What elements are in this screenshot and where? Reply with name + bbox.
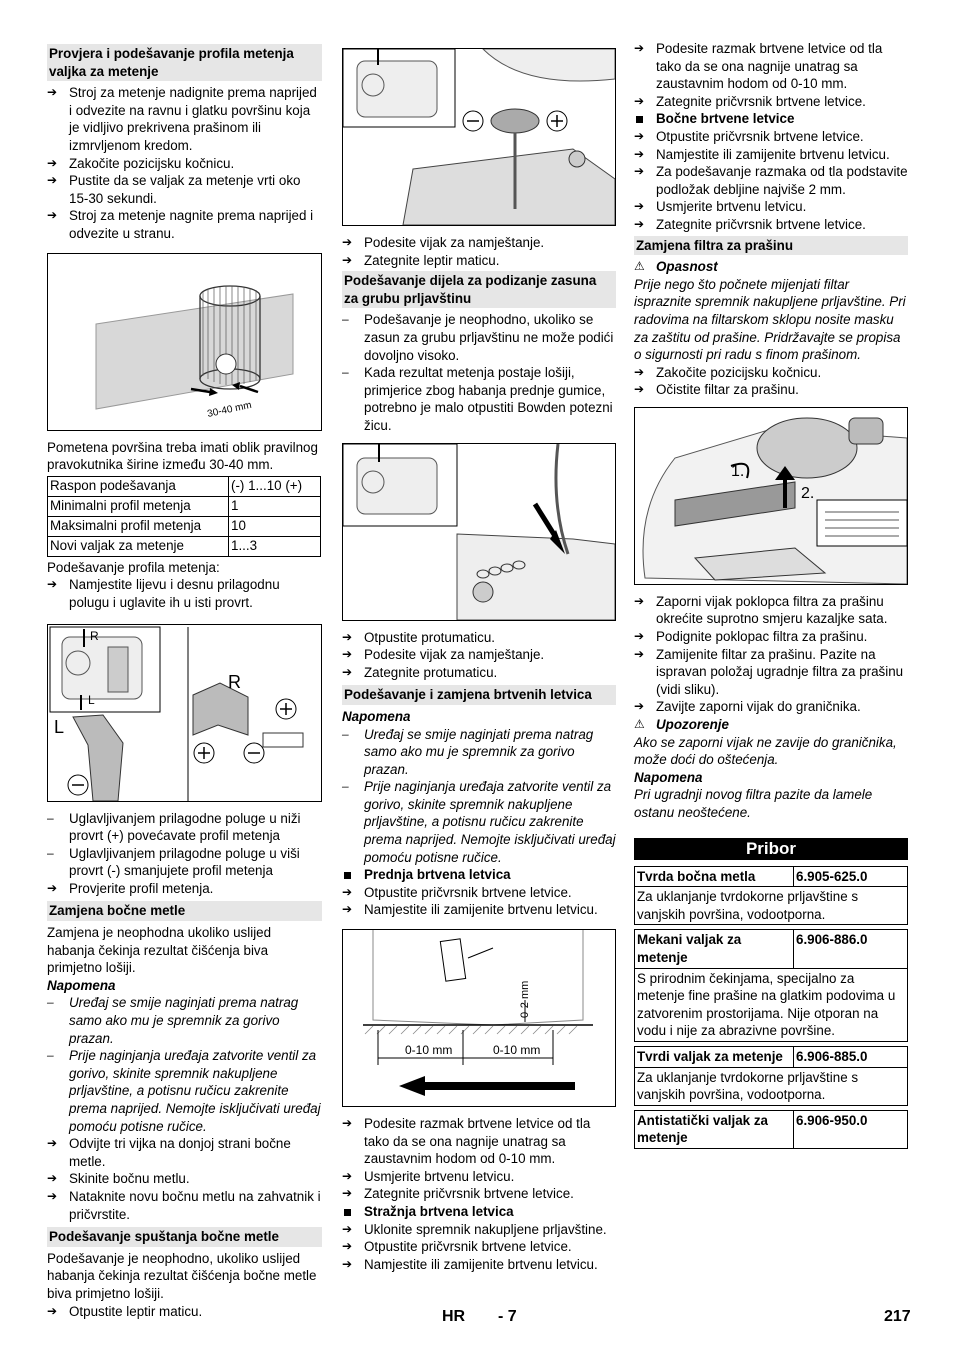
column-1 xyxy=(47,42,322,1320)
arrow-right-icon: ➔ xyxy=(47,1171,58,1186)
step: ➔ Zavijte zaporni vijak do graničnika. xyxy=(634,699,861,715)
warning: ⚠ Opasnost xyxy=(634,259,718,275)
figure-sweep-roller xyxy=(47,253,322,431)
dash-item: – Uređaj se smije naginjati prema natrag samo ako mu je spremnik za gorivo prazan. xyxy=(342,726,594,777)
note-title: Napomena xyxy=(634,769,703,785)
dimension-label: 0-10 mm xyxy=(405,1043,453,1058)
arrow-right-icon: ➔ xyxy=(342,235,353,249)
step: ➔ Zategnite protumaticu. xyxy=(342,664,498,680)
step: ➔ Namjestite ili zamijenite brtvenu letvicu. xyxy=(342,1256,598,1272)
step-2-label: 2. xyxy=(801,484,815,502)
warning-triangle-icon: ⚠ xyxy=(634,259,645,274)
step: ➔ Stroj za metenje nadignite prema naprijed i odvezite na ravnu i glatku površinu koja je vidljivo prekrivena prašinom ili izmrvljenom kredom. xyxy=(47,85,317,153)
square-bullet-icon xyxy=(634,110,656,128)
step: ➔ Očistite filtar za prašinu. xyxy=(634,382,799,398)
step: ➔ Pustite da se valjak za metenje vrti oko 15-30 sekundi. xyxy=(47,173,301,206)
arrow-right-icon: ➔ xyxy=(634,41,645,55)
arrow-right-icon: ➔ xyxy=(634,93,645,108)
label-r: R xyxy=(90,628,99,643)
step: ➔ Zaporni vijak poklopca filtra za prašinu okrećite suprotno smjeru kazaljke sata. xyxy=(634,593,888,627)
arrow-right-icon: ➔ xyxy=(47,155,58,170)
step: ➔ Podesite vijak za namještanje. xyxy=(342,647,545,663)
arrow-right-icon: ➔ xyxy=(342,647,353,662)
footer-page-index: - 7 xyxy=(498,1308,517,1325)
column-3 xyxy=(634,40,908,1153)
arrow-right-icon: ➔ xyxy=(342,1116,353,1131)
square-bullet-icon xyxy=(342,1203,364,1221)
arrow-right-icon: ➔ xyxy=(634,629,645,644)
sweep-roller-illustration xyxy=(48,254,321,430)
arrow-right-icon: ➔ xyxy=(47,1303,58,1318)
step: ➔ Nataknite novu bočnu metlu na zahvatnik i pričvrstite. xyxy=(47,1188,321,1222)
accessory-item: Tvrdi valjak za metenje 6.906-885.0 Za uklanjanje tvrdokorne prljavštine s vanjskih površina, vodootporna. xyxy=(634,1046,908,1106)
arrow-right-icon: ➔ xyxy=(342,252,353,267)
dash-item: – Uređaj se smije naginjati prema natrag samo ako mu je spremnik za gorivo prazan. xyxy=(47,995,299,1046)
bullet-item: Prednja brtvena letvica xyxy=(342,866,616,884)
arrow-right-icon: ➔ xyxy=(634,646,645,661)
arrow-right-icon: ➔ xyxy=(342,1221,353,1236)
figure-bowden-cable xyxy=(342,443,616,621)
heading-sweep-profile: Provjera i podešavanje profila metenja valjka za metenje xyxy=(47,44,322,81)
arrow-right-icon: ➔ xyxy=(47,85,58,100)
step: ➔ Zakočite pozicijsku kočnicu. xyxy=(634,364,822,380)
step: ➔ Zategnite pričvrsnik brtvene letvice. xyxy=(634,216,866,232)
spec-table xyxy=(47,476,321,557)
figure-dust-filter xyxy=(634,407,908,585)
dust-filter-illustration xyxy=(635,408,907,584)
sealing-strip-illustration xyxy=(343,930,611,1106)
step: ➔ Podignite poklopac filtra za prašinu. xyxy=(634,629,868,645)
step: ➔ Otpustite pričvrsnik brtvene letvice. xyxy=(634,128,864,144)
arrow-right-icon: ➔ xyxy=(342,1239,353,1254)
bullet-item: Stražnja brtvena letvica xyxy=(342,1203,616,1221)
paragraph: Podešavanje profila metenja: xyxy=(47,559,220,575)
arrow-right-icon: ➔ xyxy=(342,1186,353,1201)
table-row: Novi valjak za metenje 1...3 xyxy=(48,536,321,556)
paragraph: Podešavanje je neophodno, ukoliko uslijed habanja čekinja rezultat čišćenja bočne metle biva primjetno lošiji. xyxy=(47,1250,317,1301)
step: ➔ Provjerite profil metenja. xyxy=(47,880,214,896)
step: ➔ Stroj za metenje nagnite prema naprijed i odvezite u stranu. xyxy=(47,208,314,241)
heading-flap-lift: Podešavanje dijela za podizanje zasuna za grubu prljavštinu xyxy=(342,271,616,308)
step: ➔ Namjestite ili zamijenite brtvenu letvicu. xyxy=(634,146,890,162)
step: ➔ Podesite vijak za namještanje. xyxy=(342,235,545,250)
warning-text: Prije nego što počnete mijenjati filtar ispraznite spremnik nakupljene prljavštine. Pri radovima na filtarskom sklopu nosite masku za zaštitu od prašine. Pridržavajte se propisa o sigurnosti pri radu s finom prašinom. xyxy=(634,276,906,363)
arrow-right-icon: ➔ xyxy=(342,1256,353,1271)
note-text: Pri ugradnji novog filtra pazite da lamele ostanu neoštećene. xyxy=(634,787,873,820)
dash-item: – Podešavanje je neophodno, ukoliko se zasun za grubu prljavštinu ne može podići dovoljno visoko. xyxy=(342,312,614,363)
dimension-label: 0-10 mm xyxy=(493,1043,541,1058)
bullet-item: Bočne brtvene letvice xyxy=(634,110,908,128)
accessory-item: Antistatički valjak za metenje 6.906-950.0 xyxy=(634,1110,908,1149)
heading-side-brush: Zamjena bočne metle xyxy=(47,901,322,921)
step: ➔ Otpustite pričvrsnik brtvene letvice. xyxy=(342,1239,572,1255)
paragraph: Zamjena je neophodna ukoliko uslijed habanja čekinja rezultat čišćenja biva primjetno lošiji. xyxy=(47,925,272,976)
arrow-right-icon: ➔ xyxy=(634,199,645,214)
heading-dust-filter: Zamjena filtra za prašinu xyxy=(634,236,908,256)
accessory-item: Tvrda bočna metla 6.905-625.0 Za uklanjanje tvrdokorne prljavštine s vanjskih površina, vodootporna. xyxy=(634,866,908,926)
dimension-label: 30-40 mm xyxy=(206,399,253,420)
direction-arrow-icon xyxy=(399,1076,425,1096)
dash-item: – Kada rezultat metenja postaje lošiji, primjerice zbog habanja prednje gumice, potrebno je malo otpustiti Bowden potezni žicu. xyxy=(342,365,613,433)
table-row: Raspon podešavanja (-) 1...10 (+) xyxy=(48,476,321,496)
wing-nut-illustration xyxy=(343,49,615,225)
bowden-illustration xyxy=(343,444,615,620)
step: ➔ Zategnite leptir maticu. xyxy=(342,252,500,268)
step: ➔ Uklonite spremnik nakupljene prljavštine. xyxy=(342,1221,607,1237)
warning-triangle-icon: ⚠ xyxy=(634,717,645,732)
arrow-right-icon: ➔ xyxy=(342,902,353,917)
step: ➔ Otpustite protumaticu. xyxy=(342,629,495,645)
arrow-right-icon: ➔ xyxy=(634,593,645,608)
dash-item: – Uglavljivanjem prilagodne poluge u viši provrt (-) smanjujete profil metenja xyxy=(47,845,300,879)
arrow-right-icon: ➔ xyxy=(634,382,645,397)
table-row: Maksimalni profil metenja 10 xyxy=(48,516,321,536)
step: ➔ Namjestite lijevu i desnu prilagodnu polugu i uglavite ih u isti provrt. xyxy=(47,577,280,610)
step: ➔ Podesite razmak brtvene letvice od tla tako da se ona nagnije unatrag sa zaustavnim hodom od 0-10 mm. xyxy=(634,41,883,92)
step: ➔ Otpustite pričvrsnik brtvene letvice. xyxy=(342,884,572,900)
arrow-right-icon: ➔ xyxy=(47,1136,58,1151)
note-title: Napomena xyxy=(47,977,116,993)
arrow-right-icon: ➔ xyxy=(342,664,353,679)
square-bullet-icon xyxy=(342,866,364,884)
paragraph: Pometena površina treba imati oblik pravilnog pravokutnika širine između 30-40 mm. xyxy=(47,439,318,473)
arrow-right-icon: ➔ xyxy=(634,146,645,161)
step: ➔ Zakočite pozicijsku kočnicu. xyxy=(47,155,235,171)
arrow-right-icon: ➔ xyxy=(342,629,353,644)
warning-text: Ako se zaporni vijak ne zavije do graničnika, može doći do oštećenja. xyxy=(634,734,897,768)
step: ➔ Zamijenite filtar za prašinu. Pazite na ispravan položaj ugradnje filtra za prašinu (vidi sliku). xyxy=(634,646,904,697)
figure-wing-nut xyxy=(342,48,616,226)
arrow-right-icon: ➔ xyxy=(47,208,58,223)
arrow-right-icon: ➔ xyxy=(47,1188,58,1203)
column-2 xyxy=(342,48,616,1273)
accessories-heading: Pribor xyxy=(634,838,908,860)
step: ➔ Namjestite ili zamijenite brtvenu letvicu. xyxy=(342,902,598,918)
heading-side-brush-lowering: Podešavanje spuštanja bočne metle xyxy=(47,1227,322,1247)
step: ➔ Odvijte tri vijka na donjoj strani bočne metle. xyxy=(47,1136,291,1169)
note-title: Napomena xyxy=(342,708,411,724)
step: ➔ Otpustite leptir maticu. xyxy=(47,1303,203,1319)
step: ➔ Skinite bočnu metlu. xyxy=(47,1171,190,1187)
figure-sealing-strip-gap xyxy=(342,929,616,1107)
figure-adjust-levers xyxy=(47,624,322,802)
dash-item: – Uglavljivanjem prilagodne poluge u niži provrt (+) povećavate profil metenja xyxy=(47,810,301,844)
arrow-right-icon: ➔ xyxy=(47,173,58,188)
step: ➔ Zategnite pričvrsnik brtvene letvice. xyxy=(342,1186,574,1202)
arrow-right-icon: ➔ xyxy=(634,364,645,379)
dash-item: – Prije naginjanja uređaja zatvorite ventil za gorivo, skinite spremnik nakupljene prljavštine, a potisnu ručicu zakrenite prema naprijed. Nemojte isključivati uređaj pomoću potisne ručice. xyxy=(47,1048,321,1134)
warning: ⚠ Upozorenje xyxy=(634,717,729,733)
step: ➔ Zategnite pričvrsnik brtvene letvice. xyxy=(634,93,866,109)
footer-page-number: 217 xyxy=(884,1308,911,1325)
arrow-right-icon: ➔ xyxy=(47,880,58,895)
lever-illustration xyxy=(48,625,317,801)
arrow-right-icon: ➔ xyxy=(634,216,645,231)
arrow-right-icon: ➔ xyxy=(342,1168,353,1183)
step: ➔ Usmjerite brtvenu letvicu. xyxy=(634,199,807,215)
table-row: Minimalni profil metenja 1 xyxy=(48,496,321,516)
step: ➔ Podesite razmak brtvene letvice od tla tako da se ona nagnije unatrag sa zaustavnim hodom od 0-10 mm. xyxy=(342,1116,591,1167)
label-l-large: L xyxy=(54,716,65,737)
step-1-label: 1. xyxy=(731,462,745,480)
arrow-right-icon: ➔ xyxy=(342,884,353,899)
arrow-right-icon: ➔ xyxy=(47,577,58,592)
dimension-label: 0-2 mm xyxy=(519,980,531,1019)
dash-item: – Prije naginjanja uređaja zatvorite ventil za gorivo, skinite spremnik nakupljene prljavštine, a potisnu ručicu zakrenite prema naprijed. Nemojte isključivati uređaj pomoću potisne ručice. xyxy=(342,779,616,865)
heading-sealing-strips: Podešavanje i zamjena brtvenih letvica xyxy=(342,685,616,705)
arrow-right-icon: ➔ xyxy=(634,164,645,179)
arrow-right-icon: ➔ xyxy=(634,128,645,143)
step: ➔ Usmjerite brtvenu letvicu. xyxy=(342,1168,515,1184)
label-l: L xyxy=(88,692,95,707)
arrow-right-icon: ➔ xyxy=(634,699,645,714)
label-r-large: R xyxy=(228,671,241,692)
step: ➔ Za podešavanje razmaka od tla podstavite podložak debljine najviše 2 mm. xyxy=(634,164,908,197)
footer-language: HR xyxy=(442,1308,466,1325)
accessory-item: Mekani valjak za metenje 6.906-886.0 S prirodnim čekinjama, specijalno za metenje fine prašine na glatkim podovima u zatvorenim prostorijama. Nije otporan na vodu i nije za abrazivne površine. xyxy=(634,929,908,1042)
